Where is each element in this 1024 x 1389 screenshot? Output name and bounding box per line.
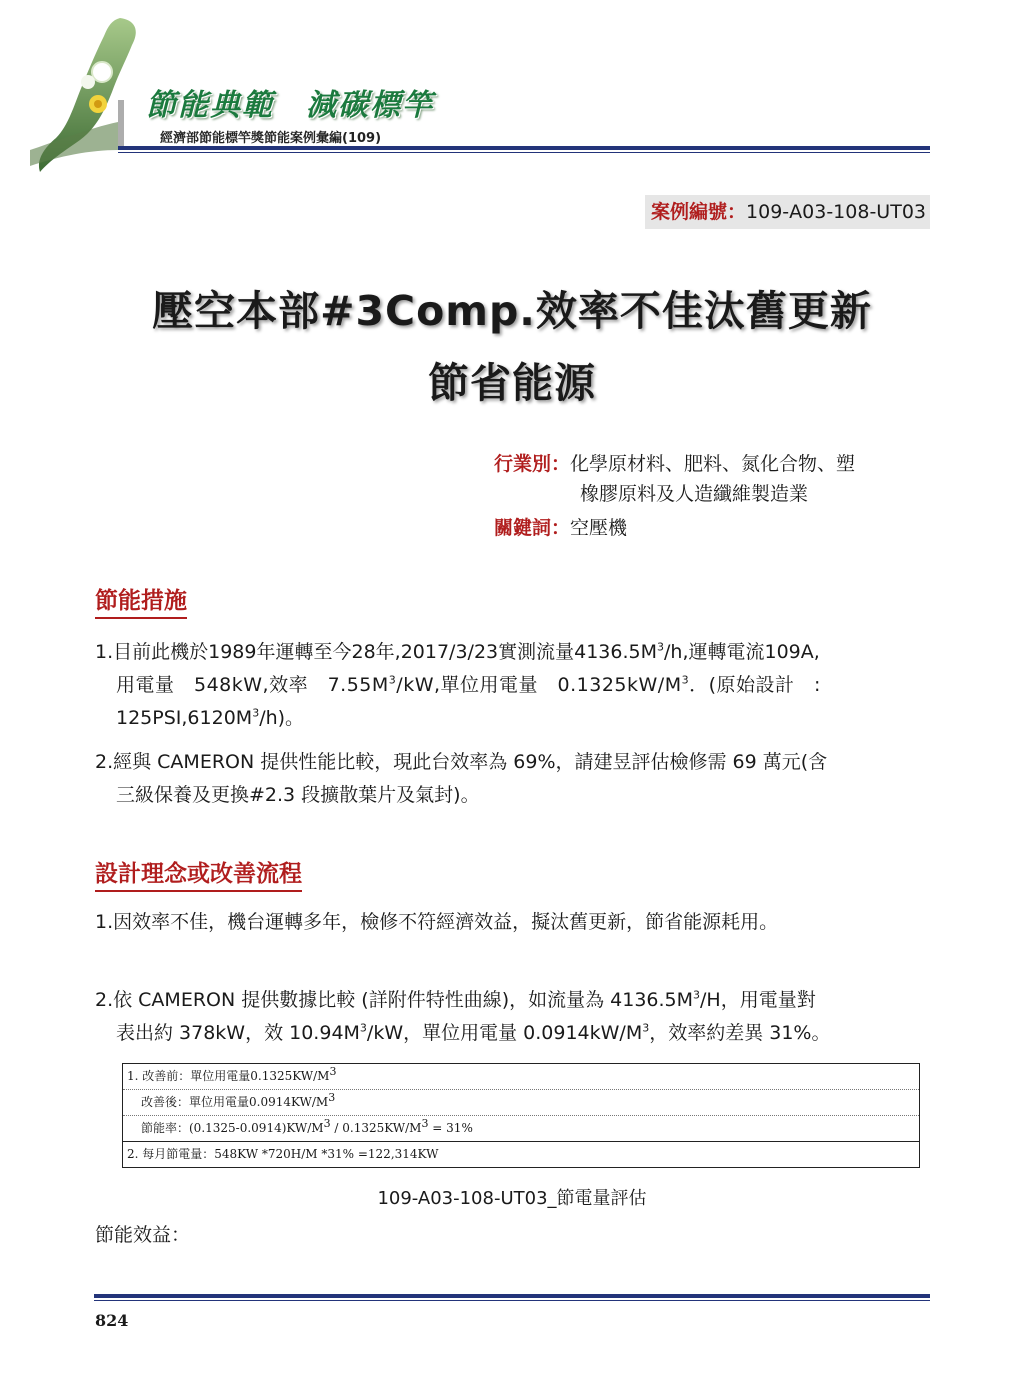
calc-row-before: 1. 改善前：單位用電量$0.1325KW/M^3$ [123, 1064, 919, 1090]
keyword-label: 關鍵詞： [494, 517, 571, 539]
case-number [645, 195, 930, 229]
industry-value-line2: 橡膠原料及人造纖維製造業 [580, 483, 809, 505]
page-number: 824 [95, 1311, 129, 1330]
industry-label: 行業別： [494, 453, 571, 475]
design-paragraph-1: 1.因效率不佳，機台運轉多年，檢修不符經濟效益，擬汰舊更新，節省能源耗用。 [95, 911, 779, 933]
calc-row-rate: 節能率：$(0.1325-0.0914)KW/M^3 / 0.1325KW/M^3 = 31\%$ [123, 1116, 919, 1142]
page-title-line1: 壓空本部#3Comp.效率不佳汰舊更新 [152, 287, 872, 335]
calc-row-after: 改善後：單位用電量$0.0914KW/M^3$ [123, 1090, 919, 1116]
header-rule-thin [118, 152, 930, 153]
design-paragraph-2: 2.依 CAMERON 提供數據比較 (詳附件特性曲線)，如流量為 $4136.5M^3/H$，用電量對 表出約 378kW，效 $10.94M^3/kW$，單位用電量 $0.0914kW/M^3$，效率約差異 31%。 [95, 988, 831, 1044]
header-slogan: 節能典範 減碳標竿 [146, 88, 434, 123]
header-rule-thick [118, 146, 930, 150]
benefit-label: 節能效益： [95, 1224, 191, 1246]
section-heading-design: 設計理念或改善流程 [95, 855, 302, 892]
header-subtitle: 經濟部節能標竿獎節能案例彙編(109) [160, 131, 382, 146]
case-number-label: 案例編號： [651, 201, 747, 223]
section-heading-measures: 節能措施 [95, 582, 187, 619]
calc-row-monthly: 2. 每月節電量：548KW *720H/M *31% =122,314KW [127, 1147, 439, 1161]
savings-calculation-box [122, 1063, 920, 1168]
keyword-meta [494, 514, 627, 542]
measure-paragraph-1: 1.目前此機於1989年運轉至今28年,2017/3/23實測流量$4136.5M^3/h$,運轉電流109A, 用電量 548kW,效率 $7.55M^3/kW$,單位用電量 $0.1325kW/M^3$．(原始設計 : $125PSI,6120M^3/h$)。 [95, 640, 821, 729]
keyword-value: 空壓機 [570, 517, 628, 539]
industry-meta [494, 450, 855, 478]
figure-caption: 109-A03-108-UT03_節電量評估 [377, 1188, 647, 1209]
page-title-line2: 節省能源 [428, 359, 596, 407]
page-header [0, 0, 1024, 180]
footer-rule-thin [94, 1300, 930, 1301]
footer-rule-thick [94, 1294, 930, 1298]
case-number-value: 109-A03-108-UT03 [746, 201, 926, 223]
measure-paragraph-2: 2.經與 CAMERON 提供性能比較，現此台效率為 69%，請建昱評估檢修需 69 萬元(含 三級保養及更換#2.3 段擴散葉片及氣封)。 [95, 751, 828, 806]
industry-value-line1: 化學原材料、肥料、氮化合物、塑 [570, 453, 856, 475]
